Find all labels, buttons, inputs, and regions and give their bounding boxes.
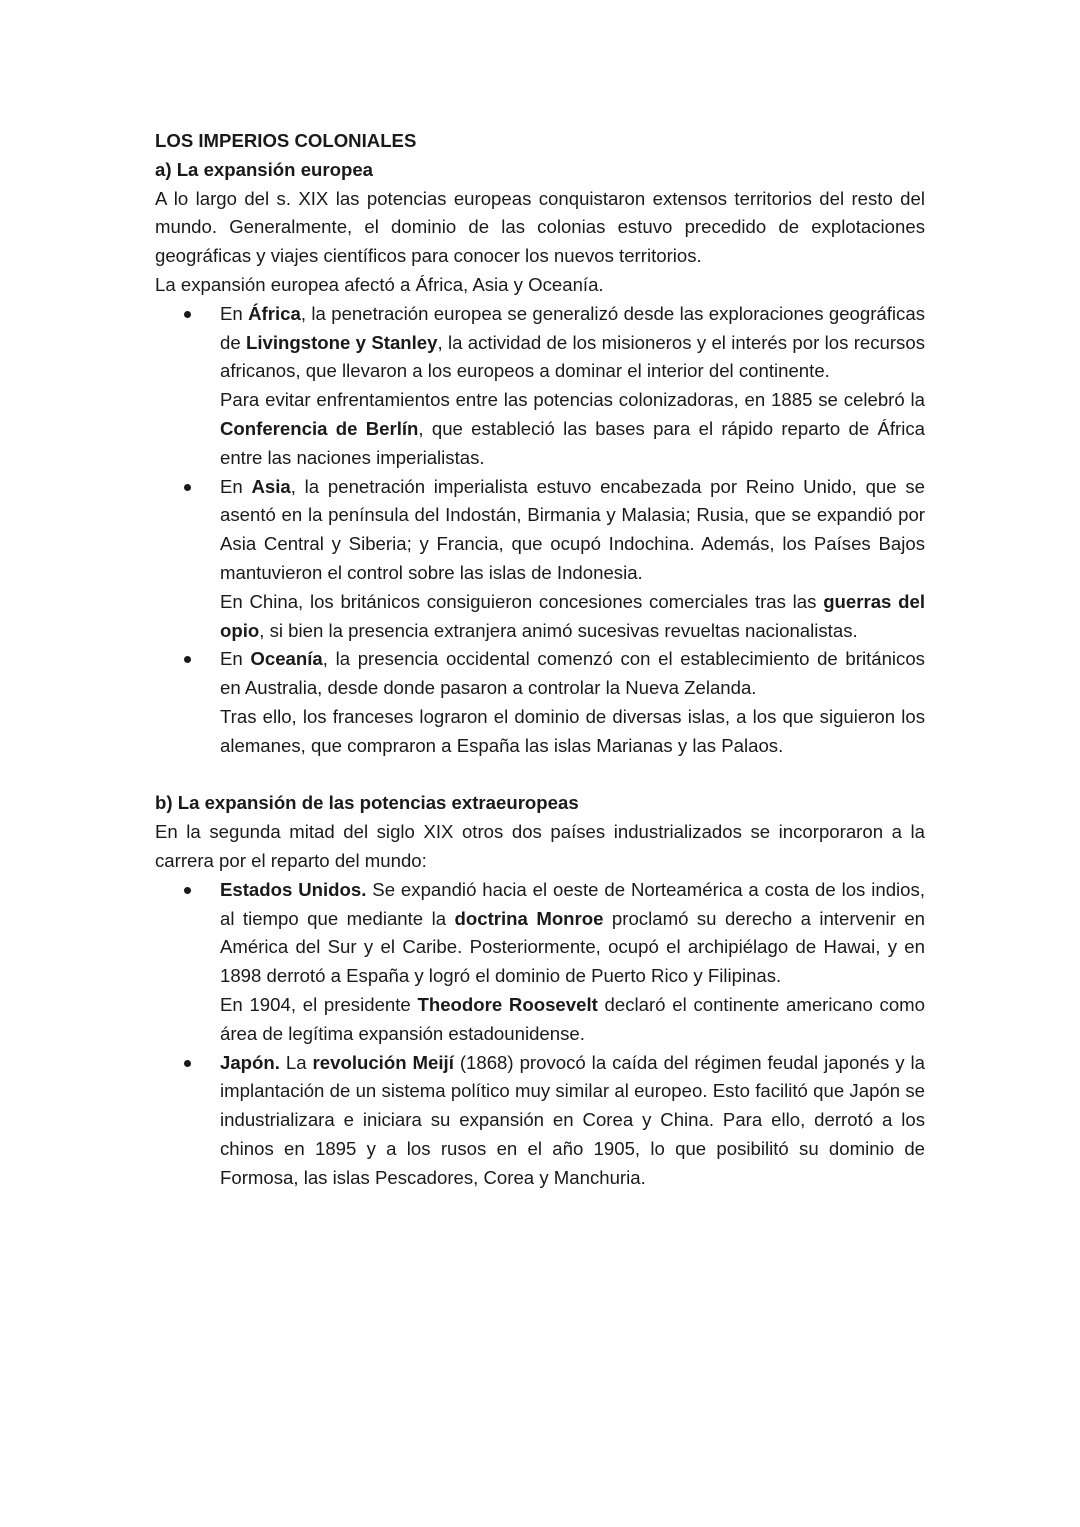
bullet-dot-icon [184,1060,191,1067]
section-b-list [155,876,925,1193]
oceania-paragraph-1: En Oceanía, la presencia occidental comenzó con el establecimiento de británicos en Australia, desde donde pasaron a controlar la Nueva Zelanda. [220,648,925,699]
list-item-usa [155,876,925,1049]
document-page [155,127,925,1192]
bullet-dot-icon [184,311,191,318]
asia-paragraph-1: En Asia, la penetración imperialista estuvo encabezada por Reino Unido, que se asentó en la península del Indostán, Birmania y Malasia; Rusia, que se expandió por Asia Central y Siberia; y Francia, que ocupó Indochina. Además, los Países Bajos mantuvieron el control sobre las islas de Indonesia. [220,475,925,583]
section-a-intro-2: La expansión europea afectó a África, Asia y Oceanía. [155,273,604,295]
japan-paragraph-1: Japón. La revolución Meijí (1868) provocó la caída del régimen feudal japonés y la implantación de un sistema político muy similar al europeo. Esto facilitó que Japón se industrializara e iniciara su expansión en Corea y China. Para ello, derrotó a los chinos en 1895 y a los rusos en el año 1905, lo que posibilitó su dominio de Formosa, las islas Pescadores, Corea y Manchuria. [220,1051,925,1188]
section-a-list [155,300,925,761]
asia-paragraph-2: En China, los británicos consiguieron concesiones comerciales tras las guerras del opio, si bien la presencia extranjera animó sucesivas revueltas nacionalistas. [220,590,925,641]
usa-paragraph-1: Estados Unidos. Se expandió hacia el oeste de Norteamérica a costa de los indios, al tiempo que mediante la doctrina Monroe proclamó su derecho a intervenir en América del Sur y el Caribe. Posteriormente, ocupó el archipiélago de Hawai, y en 1898 derrotó a España y logró el dominio de Puerto Rico y Filipinas. [220,878,925,987]
section-a-heading: a) La expansión europea [155,158,374,180]
list-item-oceania [155,645,925,760]
bullet-dot-icon [184,887,191,894]
list-item-asia [155,473,925,646]
usa-paragraph-2: En 1904, el presidente Theodore Roosevelt declaró el continente americano como área de legítima expansión estadounidense. [220,993,925,1044]
bullet-dot-icon [184,484,191,491]
oceania-paragraph-2: Tras ello, los franceses lograron el dominio de diversas islas, a los que siguieron los alemanes, que compraron a España las islas Marianas y las Palaos. [220,705,925,756]
africa-paragraph-2: Para evitar enfrentamientos entre las potencias colonizadoras, en 1885 se celebró la Conferencia de Berlín, que estableció las bases para el rápido reparto de África entre las naciones imperialistas. [220,389,925,468]
africa-paragraph-1: En África, la penetración europea se generalizó desde las exploraciones geográficas de Livingstone y Stanley, la actividad de los misioneros y el interés por los recursos africanos, que llevaron a los europeos a dominar el interior del continente. [220,302,925,382]
section-a-intro: A lo largo del s. XIX las potencias europeas conquistaron extensos territorios del resto del mundo. Generalmente, el dominio de las colonias estuvo precedido de explotaciones geográficas y viajes científicos para conocer los nuevos territorios. [155,187,925,267]
list-item-japan [155,1049,925,1193]
section-spacer [155,761,925,790]
bullet-dot-icon [184,656,191,663]
section-b-heading: b) La expansión de las potencias extraeuropeas [155,792,579,814]
section-b-intro: En la segunda mitad del siglo XIX otros dos países industrializados se incorporaron a la carrera por el reparto del mundo: [155,821,925,871]
document-title: LOS IMPERIOS COLONIALES [155,130,417,151]
list-item-africa [155,300,925,473]
